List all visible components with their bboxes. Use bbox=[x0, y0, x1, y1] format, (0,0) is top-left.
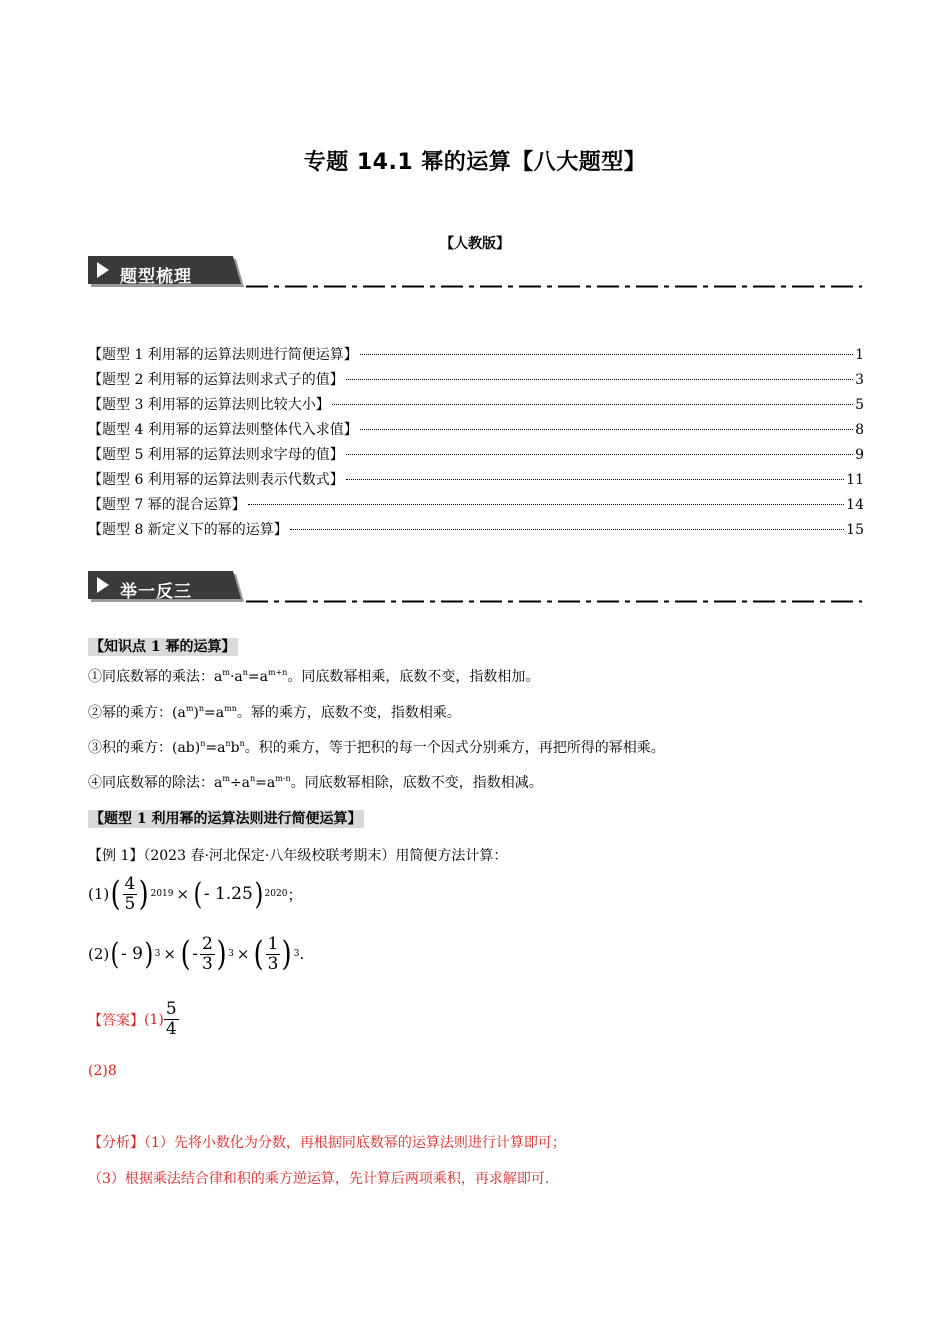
analysis-2: （3）根据乘法结合律和积的乘方逆运算，先计算后两项乘积，再求解即可. bbox=[88, 1171, 550, 1187]
toc-item[interactable]: 【题型 8 新定义下的幂的运算】 15 bbox=[88, 522, 864, 538]
question-2: (2) ( - 9 ) 3 × ( - $\frac{2}{3}$ ) 3 × ( $\frac{1}{3}$ ) 3 . bbox=[88, 933, 305, 974]
toc-item[interactable]: 【题型 7 幂的混合运算】 14 bbox=[88, 497, 864, 513]
toc-item[interactable]: 【题型 4 利用幂的运算法则整体代入求值】 8 bbox=[88, 422, 864, 438]
page-title: 专题 14.1 幂的运算【八大题型】 bbox=[303, 150, 647, 175]
section-banner-examples: 举一反三 bbox=[88, 571, 246, 605]
dash-divider bbox=[246, 285, 862, 288]
toc-item[interactable]: 【题型 5 利用幂的运算法则求字母的值】 9 bbox=[88, 447, 864, 463]
question-1: (1) ( $\frac{4}{5}$ ) 2019 × ( - 1.25 ) 2020 ； bbox=[88, 873, 303, 914]
toc-item[interactable]: 【题型 3 利用幂的运算法则比较大小】 5 bbox=[88, 397, 864, 413]
dash-divider bbox=[246, 600, 862, 603]
rule-item: ③积的乘方：$(ab)^n=a^nb^n$。积的乘方，等于把积的每一个因式分别乘方，再把所得的幂相乘。 bbox=[88, 739, 665, 756]
toc-item[interactable]: 【题型 2 利用幂的运算法则求式子的值】 3 bbox=[88, 372, 864, 388]
knowledge-heading: 【知识点 1 幂的运算】 bbox=[90, 639, 236, 655]
rule-item: ④同底数幂的除法：$a^m\div a^n=a^{m-n}$。同底数幂相除，底数不变，指数相减。 bbox=[88, 774, 543, 791]
toc-item[interactable]: 【题型 1 利用幂的运算法则进行简便运算】 1 bbox=[88, 347, 864, 363]
section-banner-outline: 题型梳理 bbox=[88, 256, 246, 290]
type1-heading: 【题型 1 利用幂的运算法则进行简便运算】 bbox=[90, 811, 362, 827]
table-of-contents bbox=[88, 344, 864, 544]
edition-label: 【人教版】 bbox=[440, 236, 510, 252]
analysis-1: 【分析】（1）先将小数化为分数，再根据同底数幂的运算法则进行计算即可； bbox=[88, 1135, 566, 1151]
rule-item: ②幂的乘方：$(a^m)^n=a^{mn}$。幂的乘方，底数不变，指数相乘。 bbox=[88, 704, 461, 721]
rule-item: ①同底数幂的乘法：$a^m\cdot a^n=a^{m+n}$。同底数幂相乘，底数不变，指数相加。 bbox=[88, 668, 540, 685]
example-intro: 【例 1】（2023 春·河北保定·八年级校联考期末）用简便方法计算： bbox=[88, 848, 508, 864]
toc-item[interactable]: 【题型 6 利用幂的运算法则表示代数式】 11 bbox=[88, 472, 864, 488]
answer-2: (2)8 bbox=[88, 1063, 117, 1079]
answer-1: 【答案】 (1) $\frac{5}{4}$ bbox=[88, 999, 177, 1039]
